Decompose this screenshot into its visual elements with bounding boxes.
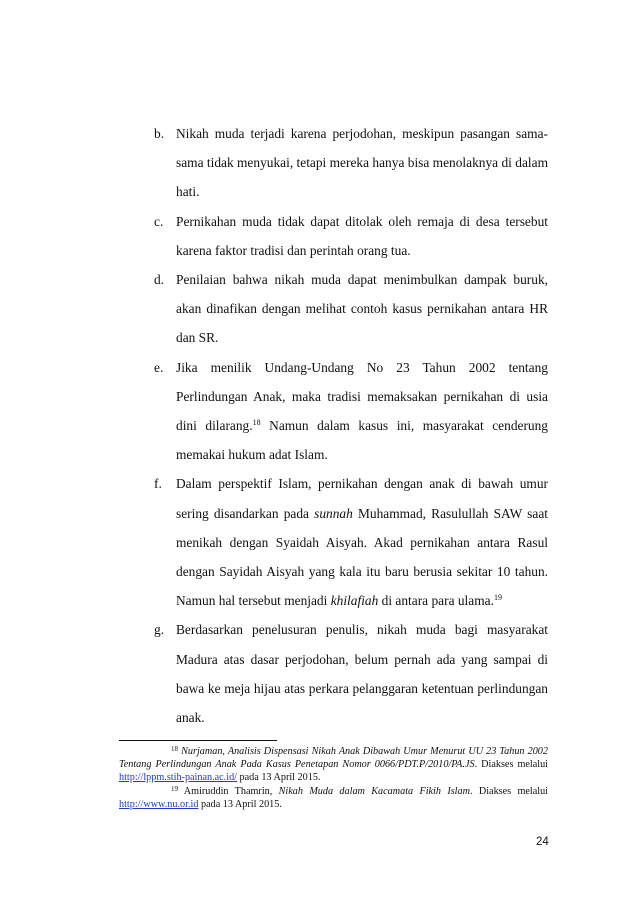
list-text: Penilaian bahwa nikah muda dapat menimbulkan dampak buruk, akan dinafikan dengan melihat contoh kasus pernikahan antara HR dan SR.: [176, 272, 548, 346]
footnote-number: 18: [171, 745, 178, 753]
list-text: Dalam perspektif Islam, pernikahan dengan anak di bawah umur sering disandarkan pada: [176, 476, 548, 521]
footnote-text: pada 13 April 2015.: [237, 772, 321, 784]
list-text: di antara para ulama.: [378, 593, 494, 609]
footnote-link[interactable]: http://www.nu.or.id: [119, 798, 199, 810]
footnote-divider: [119, 740, 277, 741]
list-text: Namun dalam kasus ini, masyarakat cenderung memakai hukum adat Islam.: [176, 418, 549, 463]
footnotes: [119, 745, 548, 811]
list-item: [154, 207, 548, 265]
list-item: [154, 265, 548, 353]
footnote-link[interactable]: http://lppm.stih-painan.ac.id/: [119, 772, 237, 784]
list-text: Jika menilik Undang-Undang No 23 Tahun 2002 tentang Perlindungan Anak, maka tradisi memaksakan pernikahan di usia dini dilarang.: [176, 359, 548, 434]
list-label: b.: [154, 126, 165, 141]
list-text: Nikah muda terjadi karena perjodohan, meskipun pasangan sama-sama tidak menyukai, tetapi mereka hanya bisa menolaknya di dalam hati.: [176, 126, 548, 200]
list-text: Muhammad, Rasulullah SAW saat menikah dengan Syaidah Aisyah. Akad pernikahan antara Rasul dengan Sayidah Aisyah yang kala itu baru berusia sekitar 10 tahun. Namun hal tersebut menjadi: [176, 505, 548, 609]
footnote-text: pada 13 April 2015.: [198, 798, 282, 810]
list: [154, 119, 548, 732]
list-label: c.: [154, 213, 164, 229]
footnote-number: 19: [171, 784, 178, 793]
list-item: [154, 469, 548, 615]
list-item: [154, 353, 548, 470]
footnote-title: Nurjaman, Analisis Dispensasi Nikah Anak Dibawah Umur Menurut UU 23 Tahun 2002 Tentang Perlindungan Anak Pada Kasus Penetapan Nomor 0066/PDT.P/2010/PA.JS: [119, 746, 548, 771]
list-label: e.: [154, 359, 164, 375]
list-label: g.: [154, 622, 165, 638]
list-label: d.: [154, 272, 165, 288]
footnote: [119, 785, 548, 811]
page-number: 24: [536, 836, 549, 848]
footnote-ref: 19: [493, 593, 502, 603]
footnote-author: Amiruddin Thamrin,: [183, 785, 279, 797]
list-item: [154, 615, 548, 732]
list-text: Berdasarkan penelusuran penulis, nikah muda bagi masyarakat Madura atas dasar perjodohan, belum pernah ada yang sampai di bawa ke meja hijau atas perkara pelanggaran ketentuan perlindungan anak.: [176, 622, 548, 726]
footnote-text: . Diakses melalui: [474, 759, 549, 771]
footnote-text: . Diakses melalui: [469, 785, 549, 797]
list-item: [154, 119, 548, 207]
footnote-ref: 18: [252, 418, 261, 428]
list-label: f.: [154, 476, 162, 492]
footnote: [119, 745, 548, 785]
list-text: Pernikahan muda tidak dapat ditolak oleh remaja di desa tersebut karena faktor tradisi dan perintah orang tua.: [176, 213, 548, 258]
emphasis: sunnah: [314, 505, 353, 521]
emphasis: khilafiah: [330, 593, 379, 609]
footnote-title: Nikah Muda dalam Kacamata Fikih Islam: [278, 785, 470, 797]
